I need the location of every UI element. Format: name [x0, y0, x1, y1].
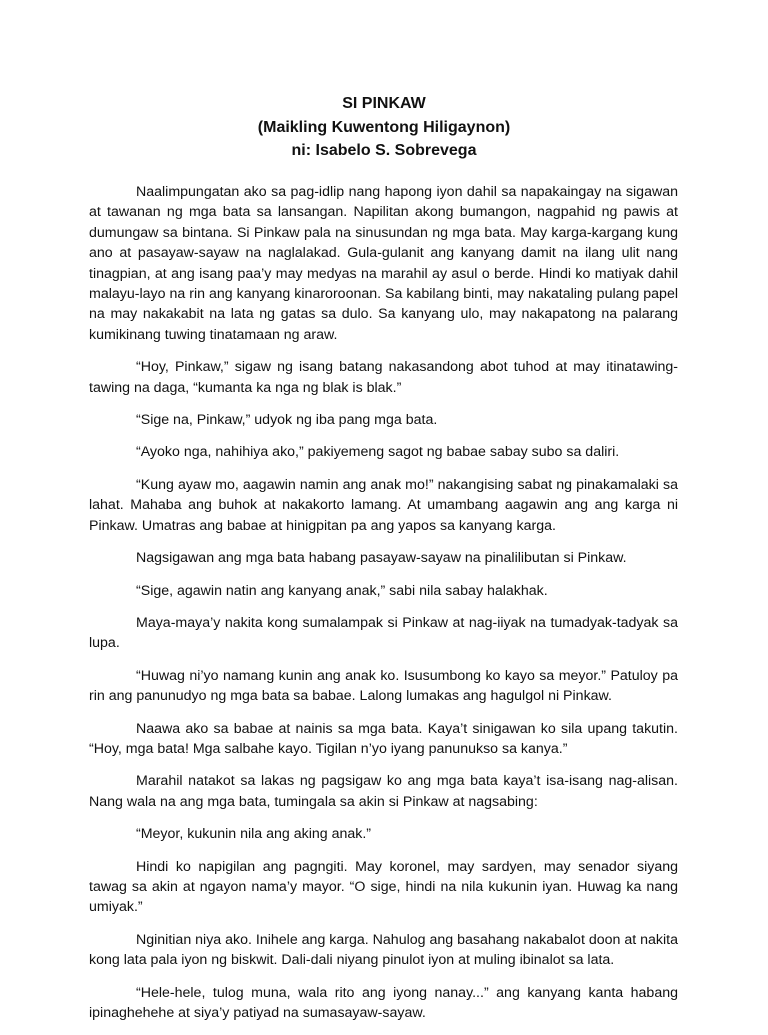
- paragraph: “Kung ayaw mo, aagawin namin ang anak mo!” nakangising sabat ng pinakamalaki sa lahat. Mahaba ang buhok at nakakorto lamang. At umambang aagawin ang ang karga ni Pinkaw. Umatras ang babae at hinigpitan pa ang yapos sa kanyang karga.: [89, 476, 678, 534]
- paragraph: “Sige na, Pinkaw,” udyok ng iba pang mga bata.: [136, 412, 438, 429]
- story-author: ni: Isabelo S. Sobrevega: [291, 142, 477, 159]
- paragraph: “Hoy, Pinkaw,” sigaw ng isang batang nakasandong abot tuhod at may itinatawing-tawing na daga, “kumanta ka nga ng blak is blak.”: [89, 359, 678, 396]
- paragraph: “Ayoko nga, nahihiya ako,” pakiyemeng sagot ng babae sabay subo sa daliri.: [136, 444, 620, 461]
- story-body: [89, 182, 678, 1035]
- paragraph: Maya-maya’y nakita kong sumalampak si Pinkaw at nag-iiyak na tumadyak-tadyak sa lupa.: [89, 614, 678, 652]
- paragraph: Marahil natakot sa lakas ng pagsigaw ko ang mga bata kaya’t isa-isang nag-alisan. Nang wala na ang mga bata, tumingala sa akin si Pinkaw at nagsabing:: [89, 773, 678, 810]
- paragraph: “Meyor, kukunin nila ang aking anak.”: [136, 826, 372, 843]
- paragraph: “Sige, agawin natin ang kanyang anak,” sabi nila sabay halakhak.: [136, 582, 548, 599]
- story-subtitle: (Maikling Kuwentong Hiligaynon): [257, 118, 511, 136]
- title-block: [0, 92, 768, 163]
- paragraph: Nginitian niya ako. Inihele ang karga. Nahulog ang basahang nakabalot doon at nakita kong lata pala iyon ng biskwit. Dali-dali niyang pinulot iyon at muling ibinalot sa lata.: [89, 931, 678, 969]
- paragraph: “Huwag ni’yo namang kunin ang anak ko. Isusumbong ko kayo sa meyor.” Patuloy pa rin ang panunudyo ng mga bata sa babae. Lalong lumakas ang hagulgol ni Pinkaw.: [89, 667, 678, 705]
- paragraph: Nagsigawan ang mga bata habang pasayaw-sayaw na pinalilibutan si Pinkaw.: [136, 550, 627, 567]
- paragraph: Naalimpungatan ako sa pag-idlip nang hapong iyon dahil sa napakaingay na sigawan at tawanan ng mga bata sa lansangan. Napilitan akong bumangon, nagpahid ng pawis at dumungaw sa bintana. Si Pinkaw pala na sinusundan ng mga bata. May karga-kargang kung ano at pasayaw-sayaw na naglalakad. Gula-gulanit ang kanyang damit na ilang ulit nang tinagpian, at ang isang paa’y may medyas na marahil ay asul o berde. Hindi ko matiyak dahil malayu-layo na rin ang kanyang kinaroroonan. Sa kabilang binti, may nakataling pulang papel na may nakakabit na lata ng gatas sa dulo. Sa kanyang ulo, may nakapatong na palarang kumikinang tuwing tinatamaan ng araw.: [89, 184, 678, 343]
- paragraph: Hindi ko napigilan ang pagngiti. May koronel, may sardyen, may senador siyang tawag sa akin at ngayon nama’y mayor. “O sige, hindi na nila kukunin iyan. Huwag ka nang umiyak.”: [89, 858, 678, 916]
- paragraph: “Hele-hele, tulog muna, wala rito ang iyong nanay...” ang kanyang kanta habang ipinaghehehe at siya’y patiyad na sumasayaw-sayaw.: [89, 984, 678, 1021]
- paragraph: Naawa ako sa babae at nainis sa mga bata. Kaya’t sinigawan ko sila upang takutin. “Hoy, mga bata! Mga salbahe kayo. Tigilan n’yo iyang panunukso sa kanya.”: [89, 720, 678, 757]
- story-title: SI PINKAW: [342, 95, 426, 112]
